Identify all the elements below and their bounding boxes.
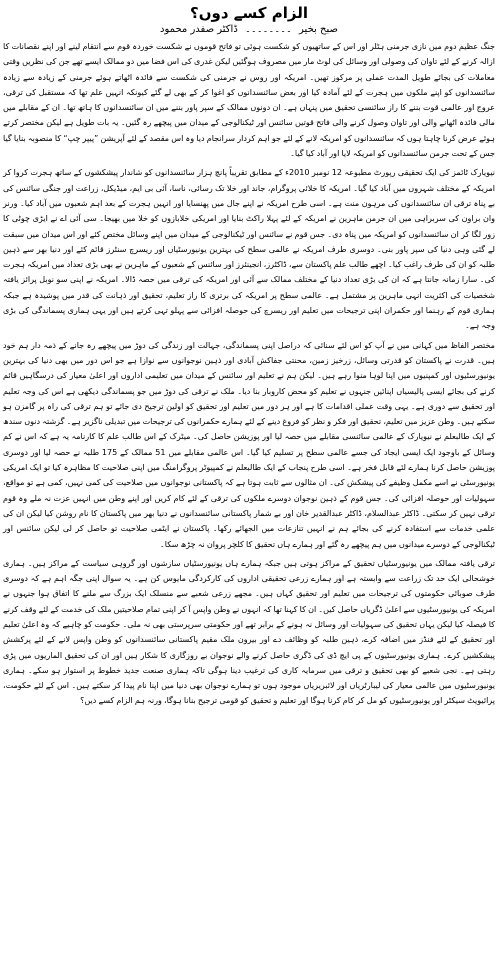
column-name: صبح بخیر xyxy=(299,24,338,35)
byline-separator: ۔۔۔۔۔۔۔۔ xyxy=(244,24,292,35)
author-name: ڈاکٹر صفدر محمود xyxy=(160,24,238,35)
article-body xyxy=(3,39,495,709)
article-paragraph: جنگ عظیم دوم میں نازی جرمنی ہٹلر اور اس کے ساتھیوں کو شکست ہوئی تو فاتح قوموں نے شکست خوردہ قوم سے انتقام لینے اور اپنے نقصانات کا ازالہ کرنے کے لئے تاوان کی وصولی اور وسائل کی لوٹ مار میں مصروف ہوگئیں لیکن غدری کی اس فضا میں دو ممالک ایسے تھے جن کی نظریں وقتی معاملات کی بجائے طویل المدت عملی پر مرکوز تھیں۔ امریکہ اور روس نے جرمنی کی شکست سے فائدہ اٹھاتے ہوئے جرمنی کے زیادہ سے زیادہ سائنسدانوں کو اپنے ملکوں میں ہجرت کے لئے آمادہ کیا اور بعض سائنسدانوں کو اغوا کر کے بھی لے گئے کیونکہ انہیں علم تھا کہ مستقبل کی ترقی، عروج اور عالمی قوت بننے کا راز سائنسی تحقیق میں پنہاں ہے۔ ان دونوں ممالک کے سپر پاور بننے میں ان سائنسدانوں کا ہاتھ تھا۔ ان کے مقابلے میں مالی فائدہ اٹھانے والی اور تاوان وصول کرنے والی فاتح قوتیں سائنس اور ٹیکنالوجی کے میدان میں پیچھے رہ گئیں۔ یہ بات طویل ہے لیکن مختصر کرتے ہوئے عرض کرنا چاہتا ہوں کہ سائنسدانوں کو امریکہ لانے کے لئے جو اہم کردار سرانجام دیا وہ اس مقصد کے لئے آپریشن ”پیپر چپ“ کا منصوبہ بنایا گیا جس کے تحت جرمن سائنسدانوں کو امریکہ لایا اور آباد کیا گیا۔ xyxy=(3,42,495,159)
article-paragraph: ترقی یافتہ ممالک میں یونیورسٹیاں تحقیق کے مراکز ہوتی ہیں جبکہ ہمارے ہاں یونیورسٹیاں سازشوں اور گروہی سیاست کے مراکز ہیں۔ ہماری خوشحالی ایک حد تک زراعت سے وابستہ ہے اور ہمارے زرعی تحقیقی اداروں کی کارکردگی مایوس کن ہے۔ یہ سوال اپنی جگہ اہم ہے کہ دوسری طرف صوبائی حکومتوں کی ترجیحات میں تعلیم اور تحقیق کہاں ہیں۔ مجھے زرعی شعبے سے منسلک ایک بزرگ سے ملنے کا اتفاق ہوا جنہوں نے امریکہ کی یونیورسٹیوں سے اعلیٰ ڈگریاں حاصل کیں۔ ان کا کہنا تھا کہ انہوں نے وطن واپس آ کر اپنی تمام صلاحیتیں ملک کی خدمت کے لئے وقف کرنے کا فیصلہ کیا لیکن یہاں تحقیق کی سہولیات اور وسائل نہ ہونے کے برابر تھے اور حکومتی سرپرستی بھی نہ ملی۔ حکومت کو چاہیے کہ وہ اعلیٰ تعلیم اور تحقیق کے لئے فنڈز میں اضافہ کرے، ذہین طلبہ کو وظائف دے اور بیرون ملک مقیم پاکستانی سائنسدانوں کو وطن واپس لانے کے لئے پرکشش پیشکشیں کرے۔ ہماری یونیورسٹیوں کے پی ایچ ڈی کی ڈگری حاصل کرنے والے نوجوان بے روزگاری کا شکار ہیں اور ان کی تحقیق الماریوں میں پڑی رہتی ہے۔ نجی شعبے کو بھی تحقیق و ترقی میں سرمایہ کاری کی ترغیب دینا ہوگی تاکہ ہماری صنعت جدید خطوط پر استوار ہو سکے۔ ہماری یونیورسٹیوں میں عالمی معیار کی لیبارٹریاں اور لائبریریاں موجود ہوں تو ہمارے نوجوان بھی دنیا میں اپنا نام پیدا کر سکتے ہیں۔ اس کے لئے حکومت، پرائیویٹ سیکٹر اور یونیورسٹیوں کو مل کر کام کرنا ہوگا اور تعلیم و تحقیق کو قومی ترجیح بنانا ہوگا، ورنہ ہم الزام کسے دیں؟ xyxy=(3,558,495,706)
article-title: الزام کسے دوں؟ xyxy=(190,4,308,22)
byline xyxy=(3,23,495,37)
article-paragraph: نیویارک ٹائمز کی ایک تحقیقی رپورٹ مطبوعہ 12 نومبر 2010ء کے مطابق تقریباً پانچ ہزار سائنسدانوں کو شاندار پیشکشوں کے ساتھ ہجرت کروا کر امریکہ کے مختلف شہروں میں آباد کیا گیا۔ امریکہ کا خلائی پروگرام، جاند اور خلا تک رسائی، ناسا، آئی بی ایم، میڈیکل، زراعت اور جنگی سائنس کی بے پناہ ترقی ان سائنسدانوں کی مرہون منت ہے۔ اسی طرح امریکہ نے اپنے جال میں پھنسایا اور انہیں ہجرت کے بعد اہم شعبوں میں آباد کیا۔ ورنر وان براون کی سربراہی میں ان جرمن ماہرین نے امریکہ کے لئے پہلا راکٹ بنایا اور امریکی خلابازوں کو خلا میں بھیجا۔ سی آئی اے نے ایڑی چوٹی کا زور لگا کر ان سائنسدانوں کو امریکہ میں پناہ دی۔ جس قوم نے سائنس اور ٹیکنالوجی کے میدان میں اپنے وسائل مختص کئے اور اس میدان میں سبقت لے گئی وہی دنیا کی سپر پاور بنی۔ دوسری طرف امریکہ نے عالمی سطح کی بہترین یونیورسٹیاں اور ریسرچ سنٹرز قائم کئے اور دنیا بھر سے ذہین طلبہ کو ان کی طرف راغب کیا۔ اچھے طالب علم پاکستان سے، ڈاکٹرز، انجینئرز اور سائنس کے شعبوں کے ماہرین نے بھی بڑی تعداد میں امریکہ ہجرت کی۔ سارا زمانہ جانتا ہے کہ ان کی بڑی تعداد دنیا کے مختلف ممالک سے آئی اور امریکہ کی ترقی میں حصہ ڈالا۔ امریکہ نے اپنی سو نوبل پرائز یافتہ شخصیات کی اکثریت انہی ماہرین پر مشتمل ہے۔ عالمی سطح پر امریکہ کی برتری کا راز تعلیم، تحقیق اور ذہانت کی قدر میں پوشیدہ ہے جبکہ ہماری قوم کے رہنما اور حکمران اپنی ترجیحات میں تعلیم اور ریسرچ کی حوصلہ افزائی سے پہلو تہی کرتے ہیں اور یہی ہماری پسماندگی کی بڑی وجہ ہے۔ xyxy=(3,168,495,331)
article-paragraph: مختصر الفاظ میں کہانی میں نے آپ کو اس لئے سنائی کہ دراصل اپنی پسماندگی، جہالت اور زندگی کی دوڑ میں پیچھے رہ جانے کے ذمہ دار ہم خود ہیں۔ قدرت نے پاکستان کو قدرتی وسائل، زرخیز زمین، محنتی جفاکش آبادی اور ذہین نوجوانوں سے نوازا ہے جو اس دور میں بھی دنیا کی بہترین یونیورسٹیوں اور کمپنیوں میں اپنا لوہا منوا رہے ہیں۔ لیکن ہم نے تعلیم اور سائنس کے میدان میں تعلیمی اداروں اور اعلیٰ معیار کی درسگاہیں قائم کرنے کی بجائے ایسی پالیسیاں اپنائیں جنہوں نے تعلیم کو محض کاروبار بنا دیا۔ ملک نے ترقی کی دوڑ میں جو پسماندگی دیکھی ہے اس کی وجہ تعلیم اور تحقیق سے دوری ہے۔ یہی وقت عملی اقدامات کا ہے اور ہر دور میں تعلیم اور تحقیق کو اولین ترجیح دی جائے تو ہم ترقی کی راہ پر گامزن ہو سکتے ہیں۔ وطن عزیز میں تعلیم، تحقیق اور فکر و نظر کو فروغ دینے کے لئے ہمارے حکمرانوں کی ترجیحات میں تبدیلی ناگزیر ہے۔ گزشتہ دنوں سندھ کے ایک طالبعلم نے نیویارک کے عالمی سائنسی مقابلے میں حصہ لیا اور پوزیشن حاصل کی۔ میٹرک کے اس طالب علم کا کارنامہ یہ ہے کہ اس نے کم وسائل کے باوجود ایک ایسی ایجاد کی جسے عالمی سطح پر تسلیم کیا گیا۔ اس عالمی مقابلے میں 51 ممالک کے 175 طلبہ نے حصہ لیا اور دوسری پوزیشن حاصل کرنا ہمارے لئے قابل فخر ہے۔ اسی طرح پنجاب کے ایک طالبعلم نے کمپیوٹر پروگرامنگ میں اپنی صلاحیت کا مظاہرہ کیا تو ایک امریکی یونیورسٹی نے اسے مکمل وظیفے کی پیشکش کی۔ ان مثالوں سے ثابت ہوتا ہے کہ پاکستانی نوجوانوں میں صلاحیت کی کمی نہیں، کمی ہے تو مواقع، سہولیات اور حوصلہ افزائی کی۔ جس قوم کے ذہین نوجوان دوسرے ملکوں کی ترقی کے لئے کام کریں اور اپنے وطن میں انہیں عزت نہ ملے وہ قوم ترقی نہیں کر سکتی۔ ڈاکٹر عبدالسلام، ڈاکٹر عبدالقدیر خان اور بے شمار پاکستانی سائنسدانوں نے دنیا بھر میں پاکستان کا نام روشن کیا لیکن ان کی علمی خدمات سے استفادہ کرنے کی بجائے ہم نے انہیں تنازعات میں الجھائے رکھا۔ پاکستان نے ایٹمی صلاحیت تو حاصل کر لی لیکن سائنس اور ٹیکنالوجی کے دوسرے میدانوں میں ہم پیچھے رہ گئے اور ہمارے ہاں تحقیق کا کلچر پروان نہ چڑھ سکا۔ xyxy=(3,340,495,549)
